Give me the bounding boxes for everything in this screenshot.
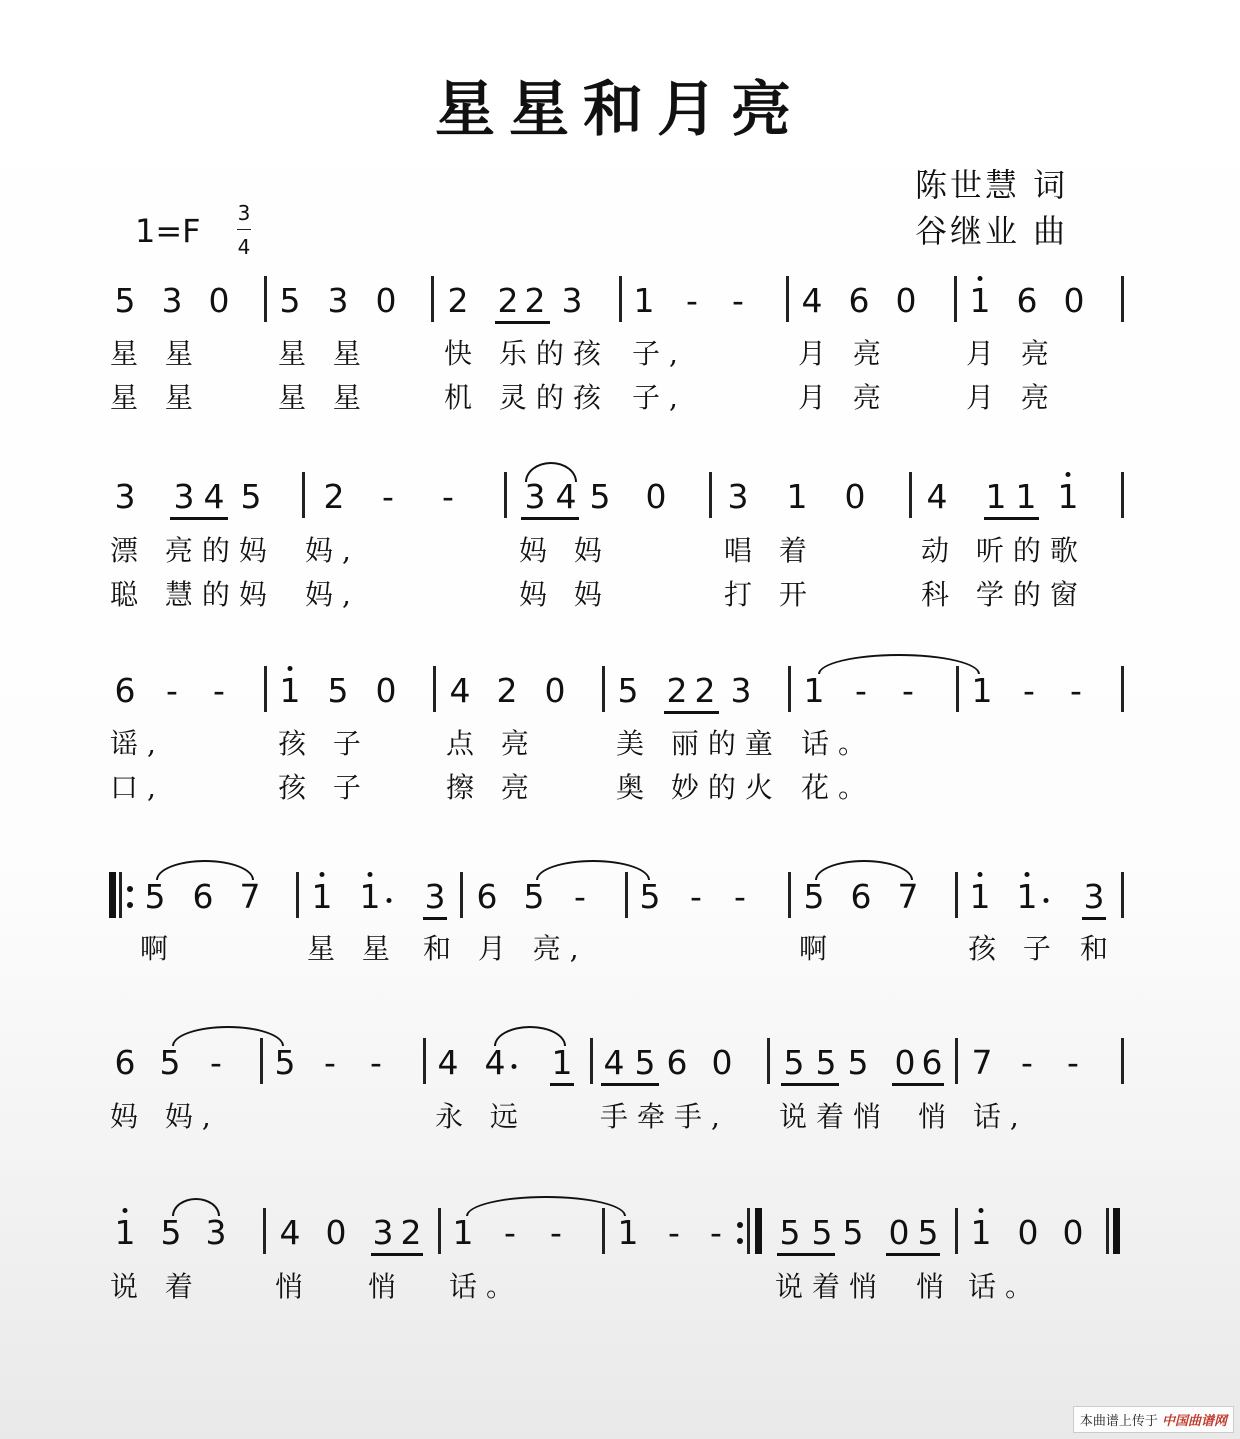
note: 0 bbox=[895, 281, 917, 320]
note: 5 bbox=[779, 1213, 801, 1252]
note: 2 bbox=[694, 671, 716, 710]
barline bbox=[955, 872, 958, 918]
note: 0 bbox=[888, 1213, 910, 1252]
lyric: 科 学的窗 bbox=[921, 578, 1087, 611]
barline bbox=[956, 666, 959, 712]
high-octave-dot bbox=[1066, 472, 1071, 477]
note: 6 bbox=[1016, 281, 1038, 320]
tie bbox=[172, 1026, 284, 1046]
high-octave-dot bbox=[978, 872, 983, 877]
note: 2 bbox=[496, 671, 518, 710]
composer-credit: 谷继业 曲 bbox=[915, 212, 1069, 250]
note: 4 bbox=[203, 477, 225, 516]
barline bbox=[602, 666, 605, 712]
barline bbox=[909, 472, 912, 518]
underline bbox=[1082, 917, 1106, 920]
lyric: 星 星 bbox=[110, 381, 202, 414]
note: 7 bbox=[971, 1043, 993, 1082]
lyric: 机 灵的孩 bbox=[444, 381, 610, 414]
lyric: 星 星 bbox=[278, 337, 370, 370]
note: 1 bbox=[551, 1043, 573, 1082]
lyric: 月 亮 bbox=[798, 337, 890, 370]
barline bbox=[788, 666, 791, 712]
lyric: 月 亮 bbox=[966, 381, 1058, 414]
note: 4 bbox=[926, 477, 948, 516]
note: 5 bbox=[159, 1043, 181, 1082]
underline bbox=[495, 321, 550, 324]
note: 5 bbox=[783, 1043, 805, 1082]
lyric: 悄 bbox=[275, 1270, 313, 1303]
note: 3 bbox=[730, 671, 752, 710]
high-octave-dot bbox=[123, 1208, 128, 1213]
barline bbox=[438, 1208, 441, 1254]
note: - bbox=[1070, 671, 1082, 710]
barline bbox=[619, 276, 622, 322]
barline bbox=[302, 472, 305, 518]
lyric: 点 亮 bbox=[446, 727, 538, 760]
lyric: 悄 bbox=[916, 1270, 954, 1303]
note: - bbox=[1023, 671, 1035, 710]
note: 3 bbox=[327, 281, 349, 320]
lyric: 子, bbox=[632, 337, 687, 370]
note: 6 bbox=[921, 1043, 943, 1082]
high-octave-dot bbox=[1025, 872, 1030, 877]
high-octave-dot bbox=[979, 1208, 984, 1213]
lyric: 奥 妙的火 bbox=[616, 771, 782, 804]
lyric: 谣, bbox=[110, 727, 165, 760]
barline bbox=[709, 472, 712, 518]
note: 3 bbox=[524, 477, 546, 516]
note: 0 bbox=[325, 1213, 347, 1252]
note: 2 bbox=[497, 281, 519, 320]
note: 5 bbox=[274, 1043, 296, 1082]
high-octave-dot bbox=[288, 666, 293, 671]
lyric: 妈, bbox=[305, 534, 360, 567]
repeat-dot bbox=[737, 1238, 743, 1244]
lyric: 快 乐的孩 bbox=[444, 337, 610, 370]
note: - bbox=[1067, 1043, 1079, 1082]
note: 1 bbox=[786, 477, 808, 516]
note: 5 bbox=[634, 1043, 656, 1082]
lyric: 子, bbox=[632, 381, 687, 414]
note: 0 bbox=[375, 671, 397, 710]
lyric: 永 远 bbox=[435, 1100, 527, 1133]
note: 0 bbox=[1063, 281, 1085, 320]
source-watermark bbox=[1073, 1406, 1234, 1433]
lyric: 月 亮 bbox=[966, 337, 1058, 370]
underline bbox=[521, 517, 579, 520]
note: 3 bbox=[424, 877, 446, 916]
note: 1 bbox=[617, 1213, 639, 1252]
barline bbox=[460, 872, 463, 918]
lyric: 和 月 亮, bbox=[423, 932, 588, 965]
barline bbox=[955, 1208, 958, 1254]
underline bbox=[550, 1083, 574, 1086]
note: 5 bbox=[811, 1213, 833, 1252]
note: - bbox=[382, 477, 394, 516]
barline bbox=[504, 472, 507, 518]
note: 5 bbox=[144, 877, 166, 916]
note: - bbox=[324, 1043, 336, 1082]
site-logo: 中国曲谱网 bbox=[1161, 1414, 1227, 1429]
note: - bbox=[504, 1213, 516, 1252]
note: 0 bbox=[375, 281, 397, 320]
repeat-end-thick-bar bbox=[755, 1208, 762, 1254]
final-thin-bar bbox=[1106, 1208, 1109, 1254]
note: 5 bbox=[523, 877, 545, 916]
note: - bbox=[1021, 1043, 1033, 1082]
note: 3 bbox=[372, 1213, 394, 1252]
key-signature: 1=F bbox=[135, 212, 201, 250]
note: 5 bbox=[847, 1043, 869, 1082]
note: - bbox=[550, 1213, 562, 1252]
note: 6 bbox=[666, 1043, 688, 1082]
note: 2 bbox=[400, 1213, 422, 1252]
dotted-note-dot bbox=[512, 1064, 517, 1069]
note: 6 bbox=[476, 877, 498, 916]
note: 6 bbox=[850, 877, 872, 916]
lyric: 妈 妈 bbox=[519, 534, 611, 567]
dotted-note-dot bbox=[1044, 898, 1049, 903]
note: - bbox=[855, 671, 867, 710]
note: - bbox=[710, 1213, 722, 1252]
note: 1 bbox=[971, 671, 993, 710]
note: 1 bbox=[1016, 877, 1038, 916]
note: 6 bbox=[114, 1043, 136, 1082]
lyric: 美 丽的童 bbox=[616, 727, 782, 760]
lyric: 孩 子 bbox=[968, 932, 1060, 965]
note: 3 bbox=[161, 281, 183, 320]
note: 5 bbox=[114, 281, 136, 320]
barline bbox=[786, 276, 789, 322]
note: - bbox=[210, 1043, 222, 1082]
note: 5 bbox=[917, 1213, 939, 1252]
underline bbox=[664, 711, 719, 714]
lyric: 啊 bbox=[140, 932, 178, 965]
lyric: 聪 慧的妈 bbox=[110, 578, 276, 611]
barline bbox=[431, 276, 434, 322]
lyric: 妈, bbox=[305, 578, 360, 611]
note: 5 bbox=[617, 671, 639, 710]
note: - bbox=[732, 281, 744, 320]
underline bbox=[892, 1083, 944, 1086]
lyric: 花。 bbox=[801, 771, 876, 804]
note: - bbox=[734, 877, 746, 916]
high-octave-dot bbox=[978, 276, 983, 281]
note: 4 bbox=[484, 1043, 506, 1082]
repeat-end-thin-bar bbox=[747, 1208, 750, 1254]
note: 7 bbox=[239, 877, 261, 916]
barline bbox=[602, 1208, 605, 1254]
dotted-note-dot bbox=[387, 898, 392, 903]
lyric: 妈 妈, bbox=[110, 1100, 220, 1133]
note: 3 bbox=[205, 1213, 227, 1252]
note: 0 bbox=[1017, 1213, 1039, 1252]
note: 3 bbox=[173, 477, 195, 516]
underline bbox=[886, 1253, 940, 1256]
note: 6 bbox=[192, 877, 214, 916]
lyric: 说着悄 bbox=[779, 1100, 891, 1133]
barline bbox=[625, 872, 628, 918]
note: 0 bbox=[844, 477, 866, 516]
note: 0 bbox=[544, 671, 566, 710]
note: 0 bbox=[208, 281, 230, 320]
barline bbox=[260, 1038, 263, 1084]
barline bbox=[1121, 666, 1124, 712]
lyric: 孩 子 bbox=[278, 727, 370, 760]
note: 1 bbox=[969, 877, 991, 916]
repeat-start-thick-bar bbox=[109, 872, 116, 918]
lyric: 星 星 bbox=[110, 337, 202, 370]
note: 3 bbox=[114, 477, 136, 516]
page-title: 星星和月亮 bbox=[435, 75, 805, 145]
note: 1 bbox=[359, 877, 381, 916]
repeat-dot bbox=[737, 1222, 743, 1228]
footer-text: 本曲谱上传于 bbox=[1079, 1414, 1158, 1429]
barline bbox=[264, 276, 267, 322]
note: - bbox=[213, 671, 225, 710]
note: 5 bbox=[327, 671, 349, 710]
lyric: 擦 亮 bbox=[446, 771, 538, 804]
barline bbox=[1121, 872, 1124, 918]
lyric: 说 着 bbox=[110, 1270, 202, 1303]
note: 3 bbox=[561, 281, 583, 320]
lyric: 动 听的歌 bbox=[921, 534, 1087, 567]
lyric: 月 亮 bbox=[798, 381, 890, 414]
lyric: 孩 子 bbox=[278, 771, 370, 804]
note: 3 bbox=[727, 477, 749, 516]
barline bbox=[433, 666, 436, 712]
note: 1 bbox=[1015, 477, 1037, 516]
barline bbox=[264, 666, 267, 712]
barline bbox=[767, 1038, 770, 1084]
note: 5 bbox=[803, 877, 825, 916]
note: 2 bbox=[524, 281, 546, 320]
note: 0 bbox=[711, 1043, 733, 1082]
lyric: 话。 bbox=[801, 727, 876, 760]
note: 4 bbox=[437, 1043, 459, 1082]
note: 0 bbox=[894, 1043, 916, 1082]
barline bbox=[1121, 1038, 1124, 1084]
time-signature-top: 3 bbox=[237, 201, 251, 225]
lyric: 打 开 bbox=[724, 578, 816, 611]
underline bbox=[170, 517, 228, 520]
note: 2 bbox=[323, 477, 345, 516]
note: 1 bbox=[279, 671, 301, 710]
lyric: 星 星 bbox=[278, 381, 370, 414]
note: 4 bbox=[603, 1043, 625, 1082]
note: - bbox=[166, 671, 178, 710]
note: 5 bbox=[589, 477, 611, 516]
barline bbox=[954, 276, 957, 322]
note: - bbox=[902, 671, 914, 710]
note: 5 bbox=[639, 877, 661, 916]
lyric: 话。 bbox=[449, 1270, 524, 1303]
lyric: 漂 亮的妈 bbox=[110, 534, 276, 567]
barline bbox=[590, 1038, 593, 1084]
note: 3 bbox=[1083, 877, 1105, 916]
note: 0 bbox=[645, 477, 667, 516]
lyric: 话。 bbox=[968, 1270, 1043, 1303]
note: 1 bbox=[633, 281, 655, 320]
lyric: 手牵手, bbox=[600, 1100, 729, 1133]
barline bbox=[955, 1038, 958, 1084]
note: 2 bbox=[447, 281, 469, 320]
lyric: 说着悄 bbox=[775, 1270, 887, 1303]
note: 1 bbox=[452, 1213, 474, 1252]
lyric: 啊 bbox=[799, 932, 837, 965]
lyric: 悄 话, bbox=[918, 1100, 1028, 1133]
barline bbox=[1121, 472, 1124, 518]
lyric: 口, bbox=[110, 771, 165, 804]
lyric: 悄 bbox=[368, 1270, 406, 1303]
underline bbox=[984, 517, 1039, 520]
note: - bbox=[574, 877, 586, 916]
lyric: 星 星 bbox=[307, 932, 399, 965]
repeat-dot bbox=[127, 886, 133, 892]
barline bbox=[296, 872, 299, 918]
barline bbox=[423, 1038, 426, 1084]
underline bbox=[371, 1253, 423, 1256]
note: 1 bbox=[311, 877, 333, 916]
note: - bbox=[668, 1213, 680, 1252]
note: - bbox=[442, 477, 454, 516]
note: 5 bbox=[240, 477, 262, 516]
note: 5 bbox=[160, 1213, 182, 1252]
high-octave-dot bbox=[368, 872, 373, 877]
note: 4 bbox=[449, 671, 471, 710]
note: 4 bbox=[555, 477, 577, 516]
note: 1 bbox=[803, 671, 825, 710]
note: 5 bbox=[842, 1213, 864, 1252]
tie bbox=[536, 860, 650, 880]
time-signature-line bbox=[237, 229, 251, 230]
underline bbox=[601, 1083, 659, 1086]
underline bbox=[781, 1083, 839, 1086]
repeat-start-thin-bar bbox=[119, 872, 122, 918]
barline bbox=[1121, 276, 1124, 322]
high-octave-dot bbox=[320, 872, 325, 877]
note: 5 bbox=[279, 281, 301, 320]
note: 6 bbox=[114, 671, 136, 710]
lyric: 和 bbox=[1080, 932, 1118, 965]
note: 4 bbox=[801, 281, 823, 320]
final-thick-bar bbox=[1113, 1208, 1120, 1254]
note: 0 bbox=[1062, 1213, 1084, 1252]
note: 4 bbox=[279, 1213, 301, 1252]
note: 2 bbox=[666, 671, 688, 710]
note: - bbox=[370, 1043, 382, 1082]
barline bbox=[788, 872, 791, 918]
note: - bbox=[690, 877, 702, 916]
note: 6 bbox=[848, 281, 870, 320]
underline bbox=[777, 1253, 835, 1256]
time-signature-bottom: 4 bbox=[237, 235, 251, 259]
lyricist-credit: 陈世慧 词 bbox=[915, 166, 1069, 204]
note: - bbox=[686, 281, 698, 320]
repeat-dot bbox=[127, 902, 133, 908]
note: 1 bbox=[985, 477, 1007, 516]
note: 1 bbox=[970, 1213, 992, 1252]
note: 1 bbox=[114, 1213, 136, 1252]
note: 1 bbox=[969, 281, 991, 320]
underline bbox=[423, 917, 447, 920]
barline bbox=[263, 1208, 266, 1254]
lyric: 妈 妈 bbox=[519, 578, 611, 611]
note: 1 bbox=[1057, 477, 1079, 516]
note: 7 bbox=[897, 877, 919, 916]
lyric: 唱 着 bbox=[724, 534, 816, 567]
note: 5 bbox=[815, 1043, 837, 1082]
